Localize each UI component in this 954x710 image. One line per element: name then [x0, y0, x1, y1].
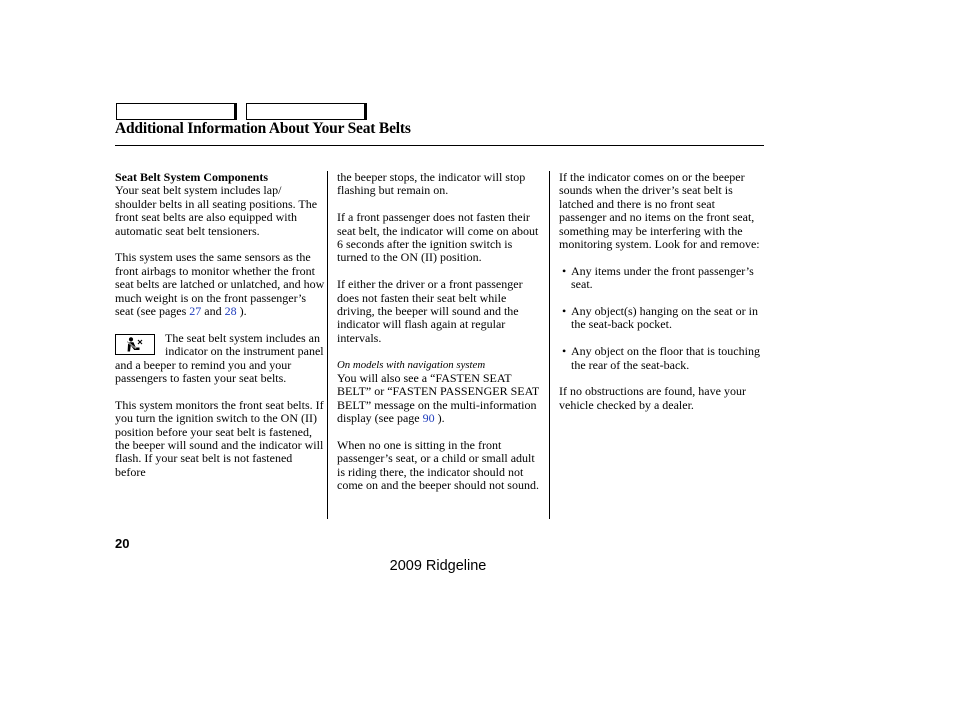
page-link-28[interactable]: 28	[224, 304, 237, 319]
col3-paragraph-2: If no obstructions are found, have your vehicle checked by a dealer.	[559, 384, 746, 412]
list-item-text: Any object(s) hanging on the seat or in the seat-back pocket.	[571, 304, 758, 332]
col1-paragraph-4: This system monitors the front seat belts. If you turn the ignition switch to the ON (II) position before your seat belt is fastened, the beeper will sound and the indicator will flash. If your seat belt is not fastened before	[115, 397, 324, 479]
title-rule	[115, 145, 764, 146]
page-link-90[interactable]: 90	[422, 411, 435, 426]
and-text: and	[204, 304, 222, 319]
col2-paragraph-1: the beeper stops, the indicator will stop flashing but remain on.	[337, 170, 526, 198]
bullet-icon: •	[562, 304, 567, 319]
obstruction-list	[559, 265, 764, 372]
col2-paragraph-3: If either the driver or a front passenger does not fasten their seat belt while driving, the beeper will sound and the indicator will flash again at regular intervals.	[337, 277, 523, 345]
col1-paragraph-1: Your seat belt system includes lap/ shoulder belts in all seating positions. The front seat belts are also equipped with automatic seat belt tensioners.	[115, 183, 318, 238]
bullet-icon: •	[562, 344, 567, 359]
column-1	[115, 171, 325, 493]
column-divider-2	[549, 171, 550, 519]
col1-paragraph-2	[115, 251, 325, 318]
header-tab-box-2	[246, 103, 367, 120]
column-2	[337, 171, 542, 506]
navigation-note: On models with navigation system	[337, 358, 486, 371]
col1-indicator-text: The seat belt system includes an indicator on the instrument panel and a beeper to remind you and your passengers to fasten your seat belts.	[115, 330, 324, 386]
list-item	[559, 265, 764, 292]
list-item-text: Any object on the floor that is touching the rear of the seat-back.	[571, 344, 760, 372]
list-item-text: Any items under the front passenger’s seat.	[571, 263, 754, 292]
col2-paragraph-5: When no one is sitting in the front passenger’s seat, or a child or small adult is riding there, the indicator should not come on and the beeper should not sound.	[337, 438, 539, 493]
list-item	[559, 305, 764, 332]
col2-paragraph-2: If a front passenger does not fasten their seat belt, the indicator will come on about 6 seconds after the ignition switch is turned to the ON (II) position.	[337, 210, 539, 265]
page-number: 20	[115, 536, 130, 551]
col3-paragraph-1: If the indicator comes on or the beeper sounds when the driver’s seat belt is latched and there is no front seat passenger and no items on the front seat, something may be interfering with the monitoring system. Look for and remove:	[559, 170, 760, 252]
header-tab-box-1	[116, 103, 237, 120]
col2-paragraph-4-text: You will also see a “FASTEN SEAT BELT” or “FASTEN PASSENGER SEAT BELT” message on the multi-information display (see page	[337, 371, 540, 426]
page-link-27[interactable]: 27	[189, 304, 202, 319]
seat-belt-reminder-icon	[115, 334, 155, 355]
bullet-icon: •	[562, 263, 567, 278]
page-title: Additional Information About Your Seat Belts	[115, 120, 411, 137]
footer-model: 2009 Ridgeline	[389, 558, 487, 574]
col1-indicator-paragraph	[115, 332, 325, 386]
col2-paragraph-4-end: ).	[437, 411, 445, 426]
col2-paragraph-4	[337, 372, 542, 426]
list-item	[559, 345, 764, 372]
col1-paragraph-2-text: This system uses the same sensors as the front airbags to monitor whether the front seat belts are latched or unlatched, and how much weight is on the front passenger’s seat (see pages	[115, 250, 325, 319]
column-3	[559, 171, 764, 426]
section-heading: Seat Belt System Components	[115, 170, 268, 184]
column-divider-1	[327, 171, 328, 519]
col1-paragraph-2-end: ).	[239, 304, 247, 319]
